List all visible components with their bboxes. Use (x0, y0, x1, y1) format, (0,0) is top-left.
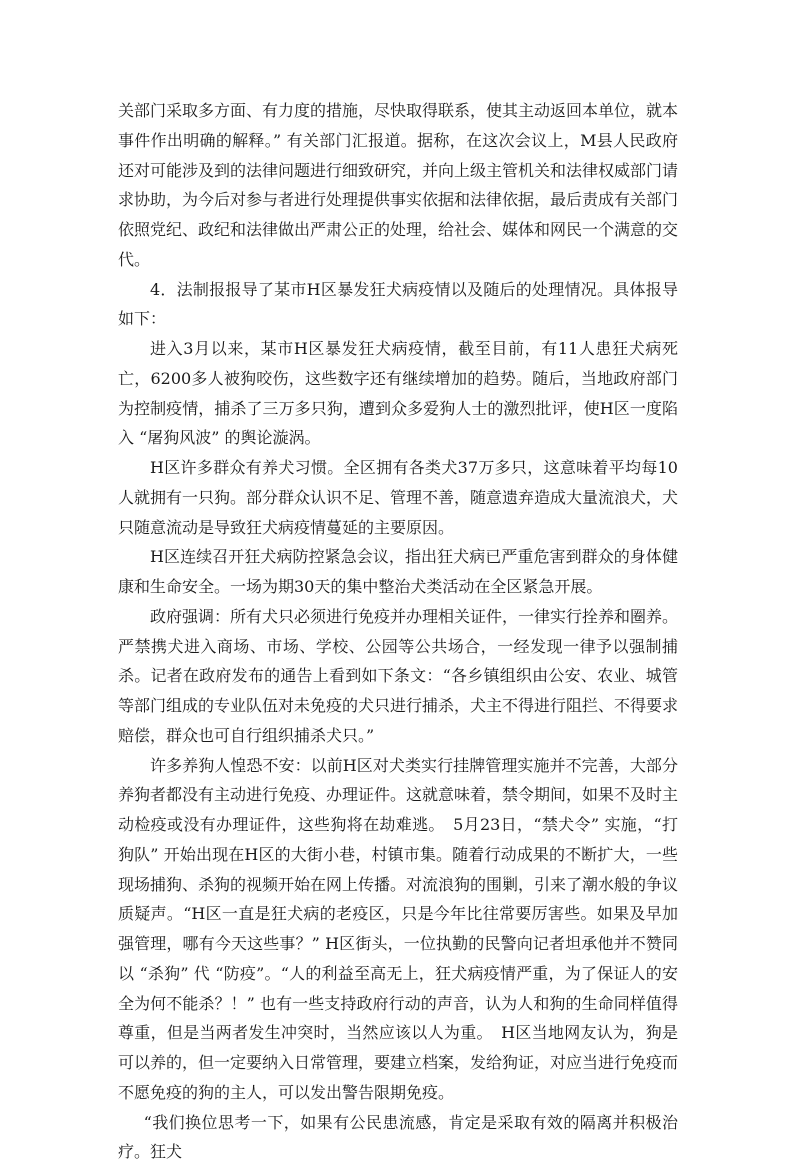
paragraph-emergency-meeting: H区连续召开狂犬病防控紧急会议，指出狂犬病已严重危害到群众的身体健康和生命安全。一场为期30天的集中整治犬类活动在全区紧急开展。 (118, 542, 678, 602)
paragraph-item-4: 4．法制报报导了某市H区暴发狂犬病疫情以及随后的处理情况。具体报导如下： (118, 275, 678, 335)
paragraph-government-notice: 政府强调：所有犬只必须进行免疫并办理相关证件，一律实行拴养和圈养。严禁携犬进入商场、市场、学校、公园等公共场合，一经发现一律予以强制捕杀。记者在政府发布的通告上看到如下条文：“各乡镇组织由公安、农业、城管等部门组成的专业队伍对未免疫的犬只进行捕杀，犬主不得进行阻拦、不得要求赔偿，群众也可自行组织捕杀犬只。” (118, 602, 678, 751)
paragraph-quote-start: “我们换位思考一下，如果有公民患流感，肯定是采取有效的隔离并积极治疗。狂犬 (118, 1108, 678, 1167)
document-body (118, 96, 678, 1167)
paragraph-outbreak: 进入3月以来，某市H区暴发狂犬病疫情，截至目前，有11人患狂犬病死亡，6200多人被狗咬伤，这些数字还有继续增加的趋势。随后，当地政府部门为控制疫情，捕杀了三万多只狗，遭到众多爱狗人士的激烈批评，使H区一度陷入 “屠狗风波” 的舆论漩涡。 (118, 334, 678, 453)
paragraph-continuation: 关部门采取多方面、有力度的措施，尽快取得联系，使其主动返回本单位，就本事件作出明确的解释。” 有关部门汇报道。据称，在这次会议上，M县人民政府还对可能涉及到的法律问题进行细致研究，并向上级主管机关和法律权威部门请求协助，为今后对参与者进行处理提供事实依据和法律依据，最后责成有关部门依照党纪、政纪和法律做出严肃公正的处理，给社会、媒体和网民一个满意的交代。 (118, 96, 678, 275)
paragraph-dog-ownership: H区许多群众有养犬习惯。全区拥有各类犬37万多只，这意味着平均每10人就拥有一只狗。部分群众认识不足、管理不善，随意遗弃造成大量流浪犬，犬只随意流动是导致狂犬病疫情蔓延的主要原因。 (118, 453, 678, 542)
paragraph-public-reaction: 许多养狗人惶恐不安：以前H区对犬类实行挂牌管理实施并不完善，大部分养狗者都没有主动进行免疫、办理证件。这就意味着，禁令期间，如果不及时主动检疫或没有办理证件，这些狗将在劫难逃。 5月23日，“禁犬令” 实施，“打狗队” 开始出现在H区的大街小巷，村镇市集。随着行动成果的不断扩大，一些现场捕狗、杀狗的视频开始在网上传播。对流浪狗的围剿，引来了潮水般的争议质疑声。“H区一直是狂犬病的老疫区，只是今年比往常要厉害些。如果及早加强管理，哪有今天这些事？” H区街头，一位执勤的民警向记者坦承他并不赞同以 “杀狗” 代 “防疫”。“人的利益至高无上，狂犬病疫情严重，为了保证人的安全为何不能杀？！” 也有一些支持政府行动的声音，认为人和狗的生命同样值得尊重，但是当两者发生冲突时，当然应该以人为重。 H区当地网友认为，狗是可以养的，但一定要纳入日常管理，要建立档案，发给狗证，对应当进行免疫而不愿免疫的狗的主人，可以发出警告限期免疫。 (118, 751, 678, 1108)
